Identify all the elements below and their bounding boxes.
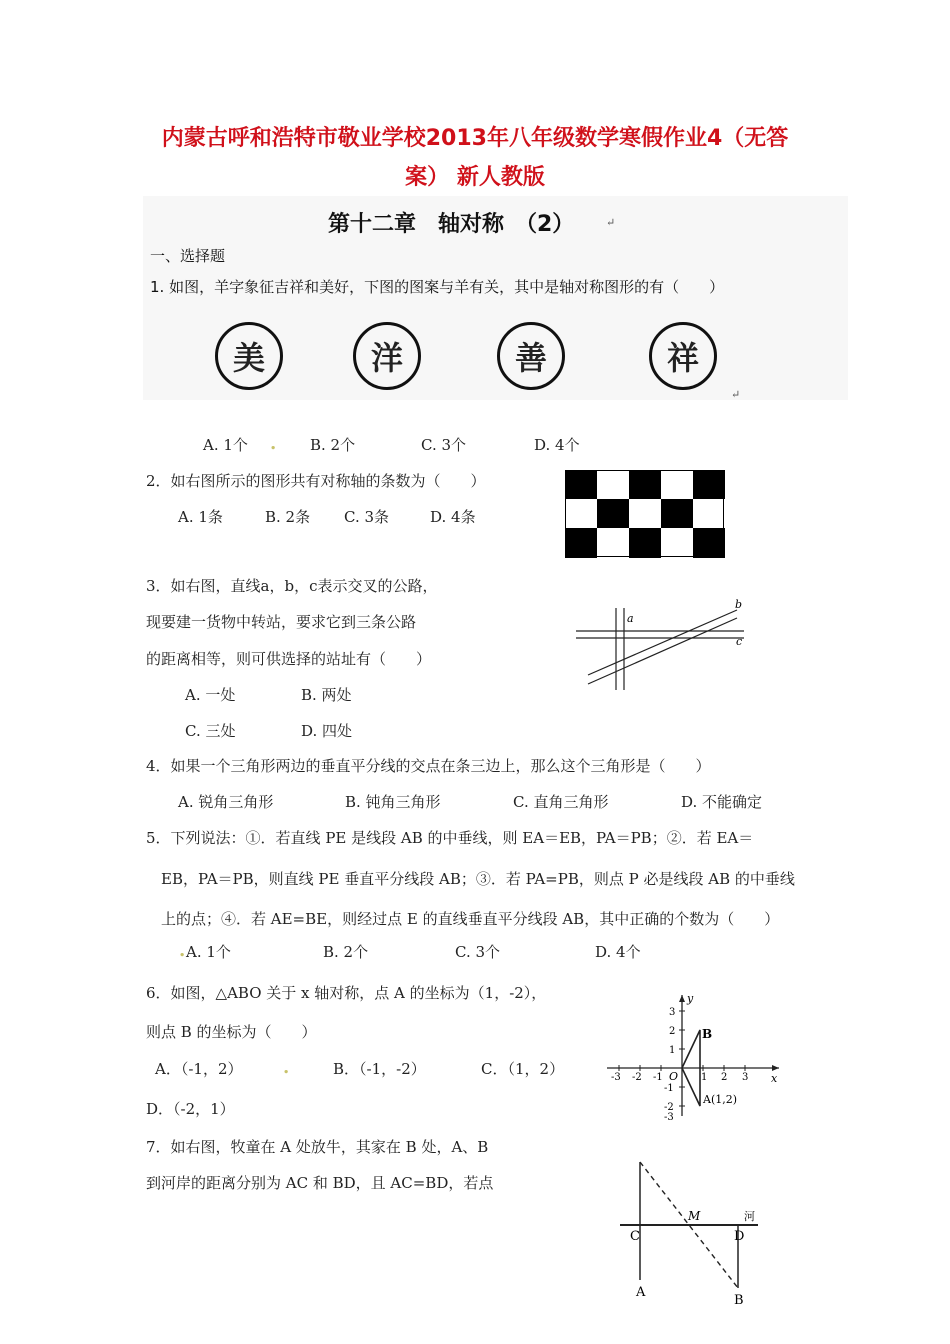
q3-label-c: c (736, 635, 743, 648)
q1-char-circle (353, 322, 421, 390)
q7-label-a: A (636, 1285, 646, 1300)
q5-line1: 5．下列说法：①．若直线 PE 是线段 AB 的中垂线，则 EA＝EB，PA＝PB；②．若 EA＝ (146, 829, 754, 847)
q6-origin-label: O (669, 1070, 679, 1083)
q3-line1: 3．如右图，直线a，b，c表示交叉的公路， (146, 577, 438, 595)
q1-char: 美 (232, 339, 265, 377)
q7-river-figure (618, 1160, 760, 1342)
q6-point-a-label: A(1,2) (703, 1093, 738, 1106)
q6-coordinate-graph (603, 990, 785, 1120)
q3-option-c: C. 三处 (185, 722, 236, 740)
q6-y-tick: -1 (664, 1083, 674, 1094)
q3-roads-figure (572, 598, 752, 694)
q2-option-a: A. 1条 (178, 508, 223, 526)
q1-option-a: A. 1个 (203, 436, 248, 454)
q7-line2: 到河岸的距离分别为 AC 和 BD，且 AC=BD，若点 (146, 1174, 494, 1192)
q6-x-tick: -1 (653, 1072, 663, 1083)
q6-x-label: x (771, 1072, 778, 1085)
chapter-heading: 第十二章 轴对称 （2） (328, 212, 575, 237)
q5-option-d: D. 4个 (595, 943, 641, 961)
q3-option-a: A. 一处 (185, 686, 236, 704)
ink-dot: . (179, 940, 186, 961)
q7-label-river: 河 (744, 1210, 755, 1223)
q5-line3: 上的点；④．若 AE=BE，则经过点 E 的直线垂直平分线段 AB，其中正确的个数为（ ） (161, 910, 780, 928)
q1-char: 祥 (666, 339, 699, 377)
q7-label-m: M (688, 1209, 701, 1223)
section-heading: 一、选择题 (150, 247, 226, 265)
q3-option-b: B. 两处 (301, 686, 352, 704)
q5-line2: EB，PA＝PB，则直线 PE 垂直平分线段 AB；③．若 PA=PB，则点 P 必是线段 AB 的中垂线 (161, 870, 795, 888)
q5-option-b: B. 2个 (323, 943, 369, 961)
q3-line2: 现要建一货物中转站，要求它到三条公路 (146, 613, 417, 631)
q1-option-b: B. 2个 (310, 436, 356, 454)
q1-char: 善 (514, 339, 547, 377)
q2-option-c: C. 3条 (344, 508, 390, 526)
q4-option-c: C. 直角三角形 (513, 793, 609, 811)
q3-label-a: a (627, 612, 634, 625)
pilcrow-mark: ↵ (606, 216, 616, 229)
q6-line2: 则点 B 的坐标为（ ） (146, 1023, 317, 1041)
q1-char-circle (215, 322, 283, 390)
q1-char-circle (497, 322, 565, 390)
q6-option-a: A．（-1，2） (155, 1060, 243, 1078)
q6-y-tick: -3 (664, 1112, 674, 1120)
q2-option-d: D. 4条 (430, 508, 476, 526)
q6-y-label: y (687, 992, 694, 1005)
q4-option-a: A. 锐角三角形 (178, 793, 274, 811)
q1-option-d: D. 4个 (534, 436, 580, 454)
q4-option-d: D. 不能确定 (681, 793, 763, 811)
q6-y-tick: 1 (669, 1045, 676, 1056)
return-mark: ↵ (731, 388, 741, 401)
q3-label-b: b (735, 598, 743, 611)
q6-x-tick: 1 (701, 1072, 708, 1083)
q6-x-tick: 3 (742, 1072, 749, 1083)
q7-label-b: B (734, 1293, 744, 1308)
q5-option-c: C. 3个 (455, 943, 501, 961)
ink-dot: . (283, 1057, 290, 1078)
q6-option-b: B．（-1，-2） (333, 1060, 426, 1078)
q6-y-tick: 3 (669, 1007, 676, 1018)
q7-label-d: D (734, 1229, 745, 1244)
q6-x-tick: -3 (611, 1072, 621, 1083)
q6-y-tick: 2 (669, 1026, 676, 1037)
doc-title-line1: 内蒙古呼和浩特市敬业学校2013年八年级数学寒假作业4（无答 (161, 126, 789, 151)
q6-point-b-label: B (702, 1027, 713, 1041)
doc-title-line2: 案） 新人教版 (405, 165, 545, 190)
q2-checker-figure (565, 470, 725, 558)
q6-option-d: D．（-2，1） (146, 1100, 235, 1118)
q7-line1: 7．如右图，牧童在 A 处放牛，其家在 B 处，A、B (146, 1138, 489, 1156)
q6-x-tick: -2 (632, 1072, 642, 1083)
q1-text: 1. 如图，羊字象征吉祥和美好，下图的图案与羊有关，其中是轴对称图形的有（ ） (150, 278, 725, 296)
q6-line1: 6．如图，△ABO 关于 x 轴对称，点 A 的坐标为（1，-2）， (146, 984, 547, 1002)
q2-text: 2．如右图所示的图形共有对称轴的条数为（ ） (146, 472, 486, 490)
q4-option-b: B. 钝角三角形 (345, 793, 441, 811)
q6-y-tick: -2 (664, 1102, 674, 1113)
q1-char: 洋 (370, 339, 403, 377)
q6-option-c: C．（1，2） (481, 1060, 565, 1078)
q3-line3: 的距离相等，则可供选择的站址有（ ） (146, 650, 432, 668)
q1-char-circle (649, 322, 717, 390)
q4-text: 4．如果一个三角形两边的垂直平分线的交点在条三边上，那么这个三角形是（ ） (146, 757, 711, 775)
q2-option-b: B. 2条 (265, 508, 311, 526)
ink-dot: . (270, 433, 277, 454)
q5-option-a: A. 1个 (186, 943, 231, 961)
q7-label-c: C (630, 1229, 640, 1244)
q6-x-tick: 2 (721, 1072, 728, 1083)
q1-option-c: C. 3个 (421, 436, 467, 454)
q3-option-d: D. 四处 (301, 722, 353, 740)
